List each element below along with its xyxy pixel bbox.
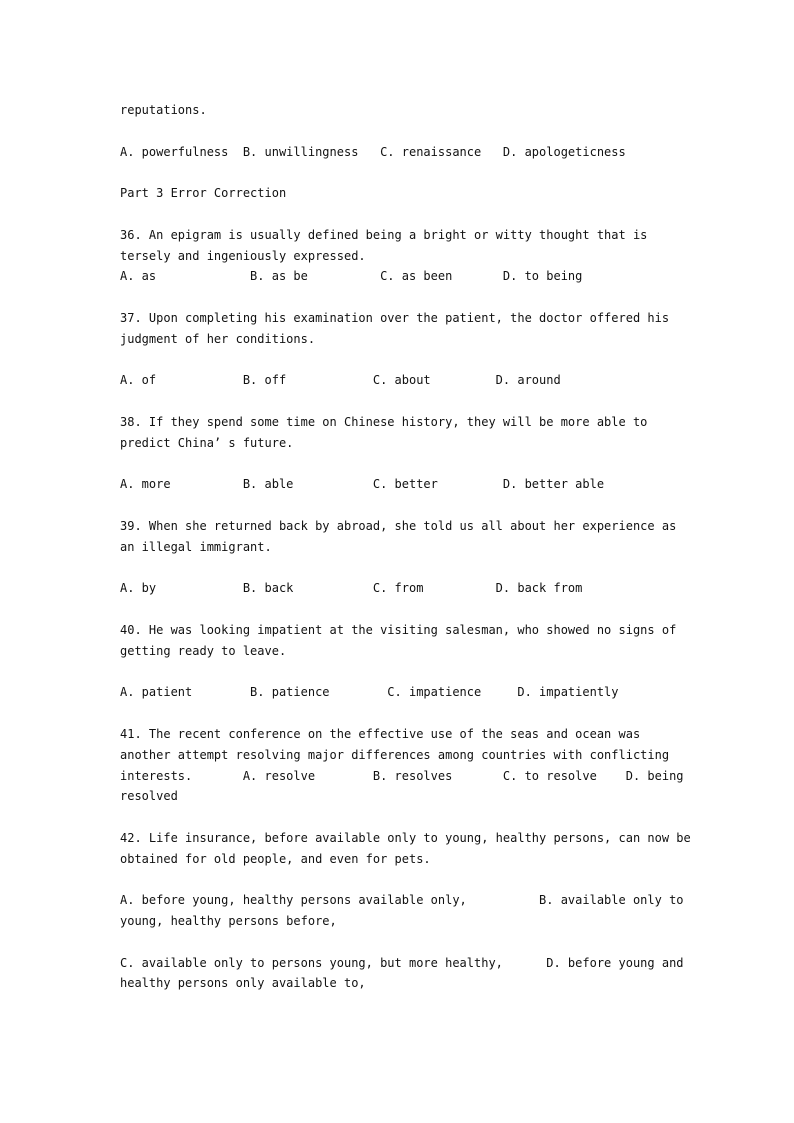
q39-options: A. by B. back C. from D. back from — [120, 581, 583, 596]
q41-stem-line2: another attempt resolving major differences among countries with conflicting — [120, 747, 670, 762]
q42-options-ab-line1: A. before young, healthy persons available only, B. available only to — [120, 893, 684, 908]
q37-options: A. of B. off C. about D. around — [120, 373, 561, 388]
continuation-text: reputations. — [120, 103, 207, 117]
q42-stem-line1: 42. Life insurance, before available only to young, healthy persons, can now be — [120, 830, 691, 845]
q41-stem-line4: resolved — [120, 789, 178, 804]
q37-stem-line1: 37. Upon completing his examination over the patient, the doctor offered his — [120, 310, 670, 325]
question-37 — [120, 308, 680, 391]
q36-stem-line1: 36. An epigram is usually defined being a bright or witty thought that is — [120, 227, 648, 242]
question-41 — [120, 724, 684, 807]
q42-options-ab-line2: young, healthy persons before, — [120, 914, 337, 929]
q35-options: A. powerfulness B. unwillingness C. renaissance D. apologeticness — [120, 144, 626, 159]
q37-stem-line2: judgment of her conditions. — [120, 331, 316, 346]
q36-options: A. as B. as be C. as been D. to being — [120, 269, 583, 284]
q41-stem-line1: 41. The recent conference on the effective use of the seas and ocean was — [120, 726, 641, 741]
q38-options: A. more B. able C. better D. better able — [120, 477, 605, 492]
q42-options-cd-line1: C. available only to persons young, but more healthy, D. before young and — [120, 955, 684, 970]
q38-stem-line2: predict China’ s future. — [120, 435, 294, 450]
q38-stem-line1: 38. If they spend some time on Chinese history, they will be more able to — [120, 414, 648, 429]
q36-stem-line2: tersely and ingeniously expressed. — [120, 248, 366, 263]
question-36 — [120, 225, 680, 287]
part3-heading: Part 3 Error Correction — [120, 186, 287, 201]
q39-stem-line2: an illegal immigrant. — [120, 539, 272, 554]
q39-stem-line1: 39. When she returned back by abroad, she told us all about her experience as — [120, 518, 677, 533]
question-38 — [120, 412, 680, 495]
q41-stem-line3: interests. A. resolve B. resolves C. to resolve D. being — [120, 768, 684, 783]
question-39 — [120, 516, 680, 599]
question-42 — [120, 828, 691, 994]
q40-options: A. patient B. patience C. impatience D. impatiently — [120, 685, 619, 700]
q40-stem-line1: 40. He was looking impatient at the visiting salesman, who showed no signs of — [120, 622, 677, 637]
document-page — [120, 100, 691, 994]
q42-options-cd-line2: healthy persons only available to, — [120, 976, 366, 991]
q40-stem-line2: getting ready to leave. — [120, 643, 287, 658]
question-40 — [120, 620, 680, 703]
q42-stem-line2: obtained for old people, and even for pets. — [120, 851, 431, 866]
